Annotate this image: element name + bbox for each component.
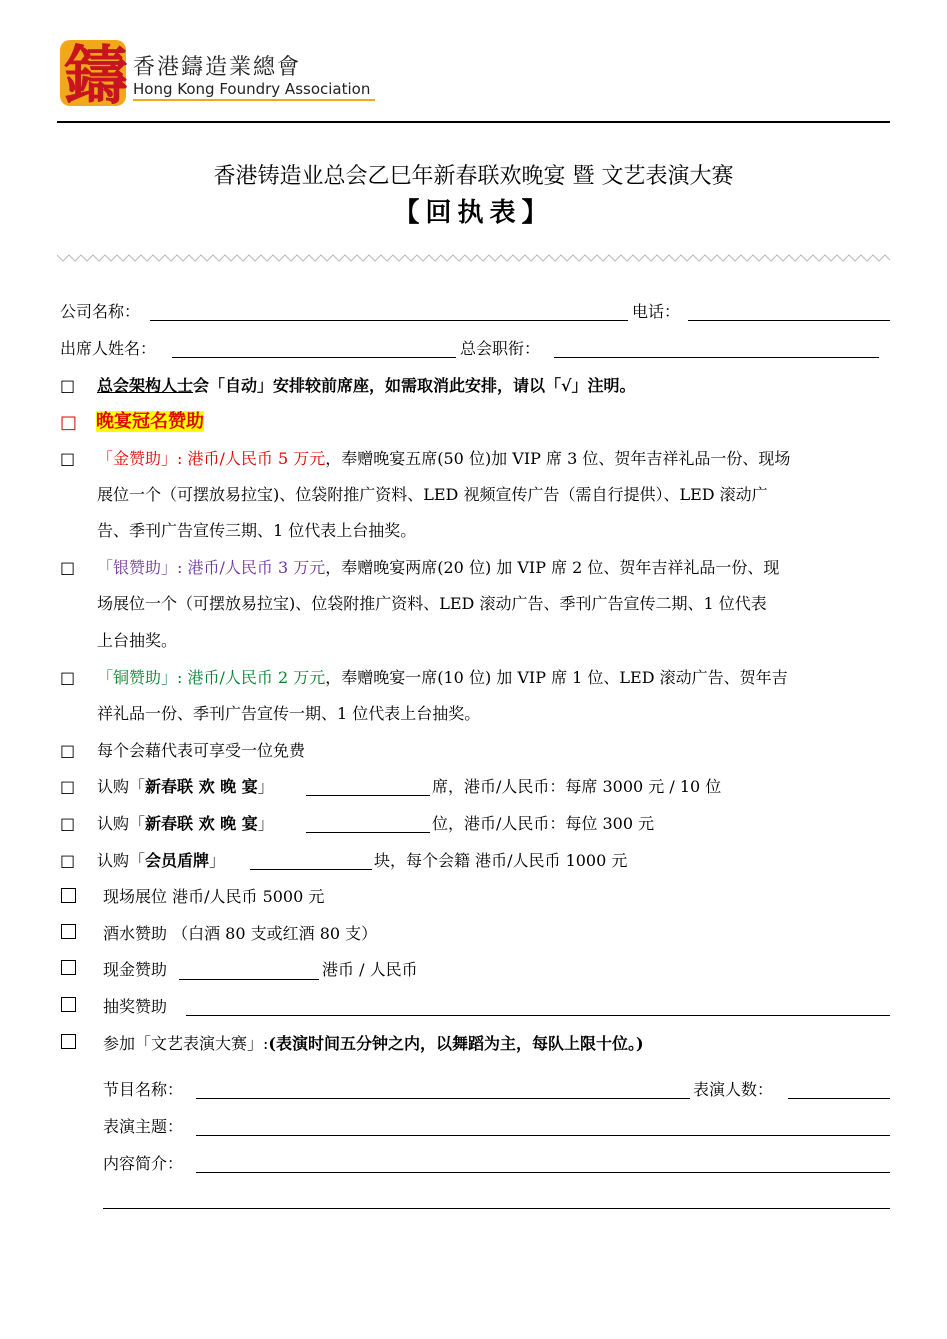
silver-line-1 [97,558,779,578]
cash-suffix: 港币 / 人民币 [322,960,418,979]
booth-text: 现场展位 港币/人民币 5000 元 [103,887,325,906]
gold-desc-1: ，奉赠晚宴五席(50 位)加 VIP 席 3 位、贺年吉祥礼品一份、现场 [325,449,791,468]
buy-table-suffix: 席，港币/人民币：每席 3000 元 / 10 位 [432,777,722,796]
silver-checkbox[interactable]: □ [60,558,76,577]
buy-seat-checkbox[interactable]: □ [60,814,76,833]
silver-tier: 「银赞助」 [97,558,178,577]
notice-rest: 会「自动」安排较前席座，如需取消此安排，请以「√」注明。 [193,376,636,395]
cash-label: 现金赞助 [103,960,168,979]
gold-tier: 「金赞助」 [97,449,178,468]
perform-checkbox[interactable] [61,1034,76,1049]
lottery-field[interactable] [186,1015,890,1016]
perform-rule: (表演时间五分钟之内，以舞蹈为主，每队上限十位。) [268,1034,644,1053]
attendee-field[interactable] [172,357,456,358]
bronze-checkbox[interactable]: □ [60,668,76,687]
silver-desc-1: ，奉赠晚宴两席(20 位) 加 VIP 席 2 位、贺年吉祥礼品一份、现 [325,558,780,577]
logo-glyph: 鑄 [64,39,128,114]
header-divider [57,121,890,123]
buy-table-name: 新春联 欢 晚 宴 [145,777,258,796]
bronze-price: : 港币/人民币 2 万元 [177,668,326,687]
buy-shield-suffix: 块，每个会籍 港币/人民币 1000 元 [374,851,628,870]
title-sponsor-text: 晚宴冠名赞助 [96,411,204,432]
perform-pre: 参加「文艺表演大赛」: [103,1034,269,1053]
gold-price: : 港币/人民币 5 万元 [177,449,326,468]
silver-desc-2: 场展位一个（可摆放易拉宝)、位袋附推广资料、LED 滚动广告、季刊广告宣传二期、1 位代表 [97,594,767,613]
bronze-line-1 [97,668,788,688]
company-label: 公司名称： [60,302,141,321]
gold-line-1 [97,449,790,469]
document-subtitle: 【回执表】 [393,198,554,228]
summary-field[interactable] [196,1172,890,1173]
bronze-desc-1: ，奉赠晚宴一席(10 位) 加 VIP 席 1 位、LED 滚动广告、贺年吉 [325,668,788,687]
position-label: 总会职衔： [460,339,541,358]
phone-label: 电话： [632,302,681,321]
buy-seat-qty-field[interactable] [306,832,430,833]
title-sponsor-checkbox[interactable]: □ [60,412,78,433]
perform-text [103,1034,644,1054]
attendee-label: 出席人姓名： [60,339,157,358]
org-name-en: Hong Kong Foundry Association [133,80,371,98]
buy-seat-name: 新春联 欢 晚 宴 [145,814,258,833]
buy-shield-checkbox[interactable]: □ [60,851,76,870]
notice-text [97,376,636,396]
program-name-label: 节目名称： [103,1080,184,1099]
gold-desc-3: 告、季刊广告宣传三期、1 位代表上台抽奖。 [97,521,417,540]
theme-field[interactable] [196,1135,890,1136]
buy-seat-suffix: 位，港币/人民币：每位 300 元 [432,814,655,833]
performers-field[interactable] [788,1098,890,1099]
bronze-desc-2: 祥礼品一份、季刊广告宣传一期、1 位代表上台抽奖。 [97,704,481,723]
notice-underlined: 总会架构人士 [97,376,194,395]
gold-desc-2: 展位一个（可摆放易拉宝)、位袋附推广资料、LED 视频宣传广告（需自行提供）、LED 滚动广 [97,485,768,504]
wine-checkbox[interactable] [61,924,76,939]
program-name-field[interactable] [196,1098,690,1099]
bronze-tier: 「铜赞助」 [97,668,178,687]
buy-table-checkbox[interactable]: □ [60,777,76,796]
buy-table-label: 认购「新春联 欢 晚 宴」 [97,777,274,796]
notice-checkbox[interactable]: □ [60,376,76,395]
position-field[interactable] [554,357,879,358]
member-free-checkbox[interactable]: □ [60,741,76,760]
cash-checkbox[interactable] [61,960,76,975]
company-field[interactable] [150,320,628,321]
buy-seat-label: 认购「新春联 欢 晚 宴」 [97,814,274,833]
phone-field[interactable] [688,320,890,321]
org-name-cn: 香港鑄造業總會 [133,55,302,80]
theme-label: 表演主题： [103,1117,184,1136]
booth-checkbox[interactable] [61,888,76,903]
silver-desc-3: 上台抽奖。 [97,631,178,650]
performers-label: 表演人数： [693,1080,774,1099]
member-free-text: 每个会藉代表可享受一位免费 [97,741,306,760]
lottery-checkbox[interactable] [61,997,76,1012]
wine-text: 酒水赞助 （白酒 80 支或红酒 80 支） [103,924,378,943]
summary-label: 内容简介： [103,1154,184,1173]
buy-table-qty-field[interactable] [306,795,430,796]
gold-checkbox[interactable]: □ [60,449,76,468]
summary-field-line-2[interactable] [103,1208,890,1209]
silver-price: : 港币/人民币 3 万元 [177,558,326,577]
buy-shield-name: 会员盾牌 [145,851,210,870]
logo-underline [133,99,375,101]
buy-shield-qty-field[interactable] [250,869,372,870]
logo-icon [60,39,128,114]
document-title: 香港铸造业总会乙巳年新春联欢晚宴 暨 文艺表演大赛 [213,164,734,189]
title-sponsor-label [96,410,204,434]
buy-shield-label: 认购「会员盾牌」 [97,851,226,870]
lottery-label: 抽奖赞助 [103,997,168,1016]
zigzag-divider [57,253,890,263]
cash-amount-field[interactable] [179,979,319,980]
